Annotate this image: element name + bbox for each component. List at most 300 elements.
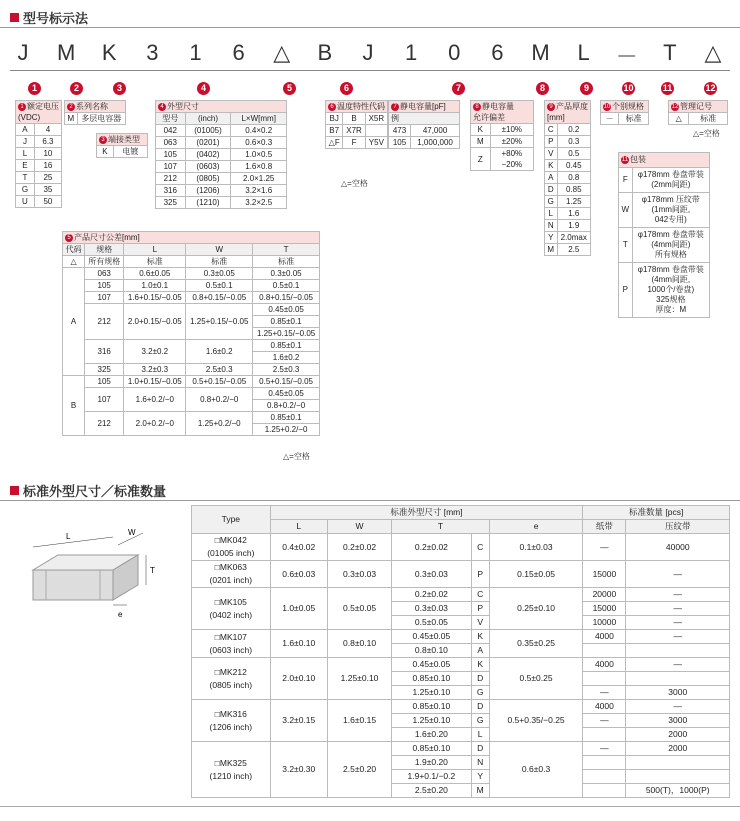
cell: 500(T)，1000(P) [626, 784, 730, 798]
cell: □MK107 (0603 inch) [192, 630, 271, 658]
cell: 1.25±0.10 [327, 658, 391, 700]
cell: 电镀 [113, 146, 147, 158]
cell: D [545, 184, 558, 196]
cell: N [471, 756, 489, 770]
table-title: 5 产品尺寸公差[mm] [63, 232, 320, 244]
cell: 40000 [626, 534, 730, 561]
cell [365, 125, 387, 137]
code-char: B [317, 40, 333, 65]
table-series-name [64, 100, 126, 125]
cell: 0.5±0.05 [327, 588, 391, 630]
cell: 20000 [583, 588, 626, 602]
cell: 1.6±0.2 [253, 352, 320, 364]
cell: 0.5 [557, 148, 591, 160]
cell: 0.3±0.05 [253, 268, 320, 280]
cell: A [471, 644, 489, 658]
cell: — [626, 561, 730, 588]
cell: 1.9 [557, 220, 591, 232]
cell: 3.2±0.15 [270, 700, 327, 742]
table-row [63, 268, 320, 280]
table-row [545, 136, 591, 148]
cell: D [471, 672, 489, 686]
table-row [545, 172, 591, 184]
cell: C [471, 588, 489, 602]
code-char: M [56, 40, 76, 65]
cell: G [471, 714, 489, 728]
cell: □MK316 (1206 inch) [192, 700, 271, 742]
index-dot: 6 [328, 103, 336, 111]
cell: 3.2±0.30 [270, 742, 327, 798]
table-row [16, 160, 62, 172]
cell: T [392, 520, 490, 534]
code-char: L [577, 40, 590, 65]
index-marker: 8 [536, 82, 549, 95]
cell: 1.25+0.2/−0 [186, 412, 253, 436]
cell: 2000 [626, 728, 730, 742]
cell: 1.25+0.2/−0 [253, 424, 320, 436]
cell: W [619, 193, 633, 228]
cell: 0.3±0.03 [327, 561, 391, 588]
cell: 0.6±0.3 [489, 742, 583, 798]
cell: 473 [389, 125, 411, 137]
cell: △F [326, 137, 343, 149]
cell: X5R [365, 113, 387, 125]
cell [626, 644, 730, 658]
cell: 0.45±0.05 [253, 304, 320, 316]
cell [626, 756, 730, 770]
table-title: 10 个别规格 [601, 101, 649, 113]
index-dot: 4 [158, 103, 166, 111]
cell: Y [545, 232, 558, 244]
table-row [192, 588, 730, 602]
index-dot: 3 [99, 136, 107, 144]
cell: B [63, 376, 85, 436]
code-char: － [615, 44, 638, 69]
cell: 1.6±0.15 [327, 700, 391, 742]
table-row [545, 220, 591, 232]
part-number-code [8, 40, 728, 71]
cell: V [471, 616, 489, 630]
cell: F [619, 168, 633, 193]
cell: +80% −20% [490, 148, 533, 171]
cell: 0.8±0.10 [327, 630, 391, 658]
table-dimensions [155, 100, 287, 209]
table-row [156, 149, 287, 161]
cell: 多层电容器 [77, 113, 125, 125]
table-row [63, 412, 320, 424]
cell: J [16, 136, 35, 148]
index-marker: 5 [283, 82, 296, 95]
index-marker: 1 [28, 82, 41, 95]
cell: 4000 [583, 700, 626, 714]
cell: 212 [85, 412, 124, 436]
index-dot: 8 [473, 103, 481, 111]
table-row [65, 113, 126, 125]
section-title-part-number [10, 8, 88, 27]
cell: 0.8+0.2/−0 [253, 400, 320, 412]
table-row [16, 184, 62, 196]
code-char: K [101, 40, 117, 65]
table-row [16, 148, 62, 160]
cell: e [489, 520, 583, 534]
cell: 0.4×0.2 [231, 125, 287, 137]
cell: 16 [34, 160, 61, 172]
cell: 3.2×2.5 [231, 197, 287, 209]
table-row [192, 534, 730, 561]
table-row [63, 364, 320, 376]
cell: X7R [343, 125, 365, 137]
table-rated-voltage [15, 100, 62, 208]
cell: V [545, 148, 558, 160]
table-row [16, 136, 62, 148]
cell: 0.4±0.02 [270, 534, 327, 561]
cell [583, 784, 626, 798]
table-capacitance [388, 100, 460, 149]
cell: ±20% [490, 136, 533, 148]
cell: 0.5±0.1 [186, 280, 253, 292]
cell: 0.45 [557, 160, 591, 172]
cell: 1.9±0.20 [392, 756, 471, 770]
cell: ±10% [490, 124, 533, 136]
cell: — [583, 742, 626, 756]
cell: φ178mm 压纹带 (1mm间距, 042专用) [632, 193, 709, 228]
chip-figure [18, 525, 198, 625]
cell: 4 [34, 124, 61, 136]
cell: 0.3±0.03 [392, 561, 471, 588]
cell: 3000 [626, 714, 730, 728]
cell: W [327, 520, 391, 534]
table-row [156, 173, 287, 185]
note-blank: △=空格 [283, 452, 310, 461]
cell: A [63, 268, 85, 376]
cell: Y5V [365, 137, 387, 149]
red-square-icon [10, 486, 19, 495]
table-packaging [618, 152, 710, 318]
divider [0, 500, 740, 501]
cell: 1.6×0.8 [231, 161, 287, 173]
cell: 50 [34, 196, 61, 208]
code-underline [10, 70, 730, 71]
table-row [471, 136, 534, 148]
cell: 压纹带 [626, 520, 730, 534]
cell: 1.0±0.1 [124, 280, 186, 292]
cell: — [583, 714, 626, 728]
cell: — [583, 686, 626, 700]
cell: 0.6±0.03 [270, 561, 327, 588]
cell: 标准 [689, 113, 728, 125]
section-title-text: 标准外型尺寸／标准数量 [23, 484, 167, 499]
cell [583, 770, 626, 784]
cell: 0.1±0.03 [489, 534, 583, 561]
cell: (0201) [185, 137, 231, 149]
cell [626, 770, 730, 784]
cell: (inch) [185, 113, 231, 125]
index-dot: 2 [67, 103, 75, 111]
table-capacitance-tolerance [470, 100, 534, 171]
cell: 2.5±0.20 [392, 784, 471, 798]
index-dot: 7 [391, 103, 399, 111]
cell: 1.25±0.10 [392, 686, 471, 700]
cell: 0.15±0.05 [489, 561, 583, 588]
cell: 107 [85, 388, 124, 412]
table-row [156, 197, 287, 209]
cell: (0603) [185, 161, 231, 173]
cell: 1.6±0.10 [270, 630, 327, 658]
cell: N [545, 220, 558, 232]
cell: 1.6 [557, 208, 591, 220]
table-row [619, 263, 710, 318]
cell: C [545, 124, 558, 136]
cell: 1.6+0.2/−0 [124, 388, 186, 412]
cell: — [626, 588, 730, 602]
cell: Y [471, 770, 489, 784]
table-row [156, 137, 287, 149]
cell: W [186, 244, 253, 256]
cell: 0.6×0.3 [231, 137, 287, 149]
cell: (0402) [185, 149, 231, 161]
cell: L [124, 244, 186, 256]
index-dot: 12 [671, 103, 679, 110]
cell: 15000 [583, 561, 626, 588]
table-row [471, 148, 534, 171]
table-row [545, 160, 591, 172]
cell: (1210) [185, 197, 231, 209]
cell: 212 [85, 304, 124, 340]
cell: 1.25 [557, 196, 591, 208]
cell: B7 [326, 125, 343, 137]
cell: 10000 [583, 616, 626, 630]
table-title: 4 外型尺寸 [156, 101, 287, 113]
cell: 0.5+0.35/−0.25 [489, 700, 583, 742]
cell: 0.5+0.15/−0.05 [186, 376, 253, 388]
cell: 型号 [156, 113, 186, 125]
cell: D [471, 700, 489, 714]
cell: 0.45±0.05 [392, 658, 471, 672]
cell: 1.0×0.5 [231, 149, 287, 161]
table-row [192, 742, 730, 756]
table-title: 9 产品厚度 [mm] [545, 101, 591, 124]
cell: 0.5±0.1 [253, 280, 320, 292]
cell: Type [192, 506, 271, 534]
cell: 0.8+0.15/−0.05 [253, 292, 320, 304]
cell: 0.5+0.15/−0.05 [253, 376, 320, 388]
table-title: 12 管理记号 [669, 101, 728, 113]
table-row [156, 185, 287, 197]
cell: φ178mm 卷盘带装 (4mm间距, 1000个/卷盘) 325规格 厚度：M [632, 263, 709, 318]
table-row [619, 228, 710, 263]
index-marker: 3 [113, 82, 126, 95]
index-marker: 4 [197, 82, 210, 95]
cell: 063 [156, 137, 186, 149]
cell: 1.25+0.15/−0.05 [186, 304, 253, 340]
index-marker: 11 [662, 83, 673, 93]
cell: A [16, 124, 35, 136]
cell: (1206) [185, 185, 231, 197]
cell: — [626, 602, 730, 616]
table-row [326, 137, 388, 149]
divider [0, 27, 740, 28]
cell: □MK063 (0201 inch) [192, 561, 271, 588]
table-row [545, 232, 591, 244]
table-row [619, 168, 710, 193]
cell: P [545, 136, 558, 148]
index-marker: 7 [452, 82, 465, 95]
cell: 35 [34, 184, 61, 196]
cell: G [545, 196, 558, 208]
cell: 例 [389, 113, 460, 125]
cell: — [626, 700, 730, 714]
cell: 0.85±0.10 [392, 672, 471, 686]
label-e: e [118, 610, 123, 619]
cell: 325 [156, 197, 186, 209]
code-char: M [531, 40, 550, 65]
cell: 316 [85, 340, 124, 364]
cell: T [16, 172, 35, 184]
code-char: 0 [448, 40, 461, 65]
section-title-text: 型号标示法 [23, 11, 89, 26]
index-dot: 9 [547, 103, 555, 111]
table-row [16, 196, 62, 208]
cell: 纸带 [583, 520, 626, 534]
cell: 105 [85, 280, 124, 292]
table-row [192, 658, 730, 672]
cell: B [343, 113, 365, 125]
cell: 3.2×1.6 [231, 185, 287, 197]
table-row [545, 148, 591, 160]
cell: K [97, 146, 114, 158]
table-row [669, 113, 728, 125]
cell: □MK042 (01005 inch) [192, 534, 271, 561]
table-row [389, 137, 460, 149]
index-marker: 10 [623, 83, 634, 93]
cell: (01005) [185, 125, 231, 137]
cell: 代码 [63, 244, 85, 256]
cell: 0.2±0.02 [327, 534, 391, 561]
cell: G [16, 184, 35, 196]
cell [583, 728, 626, 742]
cell: 325 [85, 364, 124, 376]
cell: T [253, 244, 320, 256]
cell: G [471, 686, 489, 700]
cell: 6.3 [34, 136, 61, 148]
table-title: 6 温度特性代码 [326, 101, 388, 113]
table-row [63, 376, 320, 388]
index-dot: 11 [621, 156, 629, 163]
table-row [156, 125, 287, 137]
table-title: 8 静电容量 允许偏差 [471, 101, 534, 124]
cell: — [583, 534, 626, 561]
cell: M [545, 244, 558, 256]
index-marker: 12 [705, 83, 716, 93]
cell: 0.8+0.15/−0.05 [186, 292, 253, 304]
cell: A [545, 172, 558, 184]
cell: K [471, 124, 491, 136]
cell: P [619, 263, 633, 318]
cell: M [65, 113, 78, 125]
cell: 1.0±0.05 [270, 588, 327, 630]
cell: 0.25±0.10 [489, 588, 583, 630]
table-row [545, 208, 591, 220]
cell: 标准 [619, 113, 649, 125]
table-row [192, 630, 730, 644]
cell: BJ [326, 113, 343, 125]
index-marker: 2 [70, 82, 83, 95]
cell [583, 756, 626, 770]
cell: 0.85 [557, 184, 591, 196]
code-char: J [17, 40, 29, 65]
cell: 标准 [186, 256, 253, 268]
index-marker: 6 [340, 82, 353, 95]
index-dot: 10 [603, 103, 611, 110]
cell: 1.25±0.10 [392, 714, 471, 728]
cell: 105 [389, 137, 411, 149]
cell: 2.0+0.2/−0 [124, 412, 186, 436]
cell: 25 [34, 172, 61, 184]
cell: 0.3±0.05 [186, 268, 253, 280]
cell: — [626, 658, 730, 672]
cell: 063 [85, 268, 124, 280]
cell: 2.5±0.3 [253, 364, 320, 376]
cell: 0.3 [557, 136, 591, 148]
cell: 0.45±0.05 [253, 388, 320, 400]
red-square-icon [10, 13, 19, 22]
code-char: △ [704, 40, 722, 65]
label-L: L [66, 532, 71, 541]
cell: 212 [156, 173, 186, 185]
cell: 0.8+0.2/−0 [186, 388, 253, 412]
table-temperature-code [325, 100, 388, 149]
cell: 2.0max [557, 232, 591, 244]
cell: 0.85±0.1 [253, 316, 320, 328]
table-control-mark [668, 100, 728, 125]
cell: 标准数量 [pcs] [583, 506, 730, 520]
cell: K [471, 630, 489, 644]
cell: 1.6+0.15/−0.05 [124, 292, 186, 304]
cell [626, 672, 730, 686]
cell: 3.2±0.2 [124, 340, 186, 364]
table-row [63, 340, 320, 352]
code-char: T [663, 40, 677, 65]
table-title: 7 静电容量[pF] [389, 101, 460, 113]
cell: P [471, 602, 489, 616]
table-row [192, 700, 730, 714]
label-W: W [128, 528, 136, 537]
cell: 2.5±0.3 [186, 364, 253, 376]
cell: □MK325 (1210 inch) [192, 742, 271, 798]
cell: 2.5 [557, 244, 591, 256]
cell: F [343, 137, 365, 149]
table-row [97, 146, 148, 158]
cell: L [16, 148, 35, 160]
cell: 0.6±0.05 [124, 268, 186, 280]
section-title-standard [10, 481, 166, 500]
cell: 1.6±0.2 [186, 340, 253, 364]
code-char: 6 [232, 40, 245, 65]
cell: 2000 [626, 742, 730, 756]
cell: 15000 [583, 602, 626, 616]
code-char: 1 [405, 40, 418, 65]
code-char: 3 [146, 40, 159, 65]
code-char: 1 [189, 40, 202, 65]
table-row [389, 125, 460, 137]
table-title: 2 系列名称 [65, 101, 126, 113]
cell: － [601, 113, 619, 125]
cell: 0.35±0.25 [489, 630, 583, 658]
table-row [326, 113, 388, 125]
table-row [471, 124, 534, 136]
cell: 1,000,000 [411, 137, 460, 149]
cell: L [545, 208, 558, 220]
